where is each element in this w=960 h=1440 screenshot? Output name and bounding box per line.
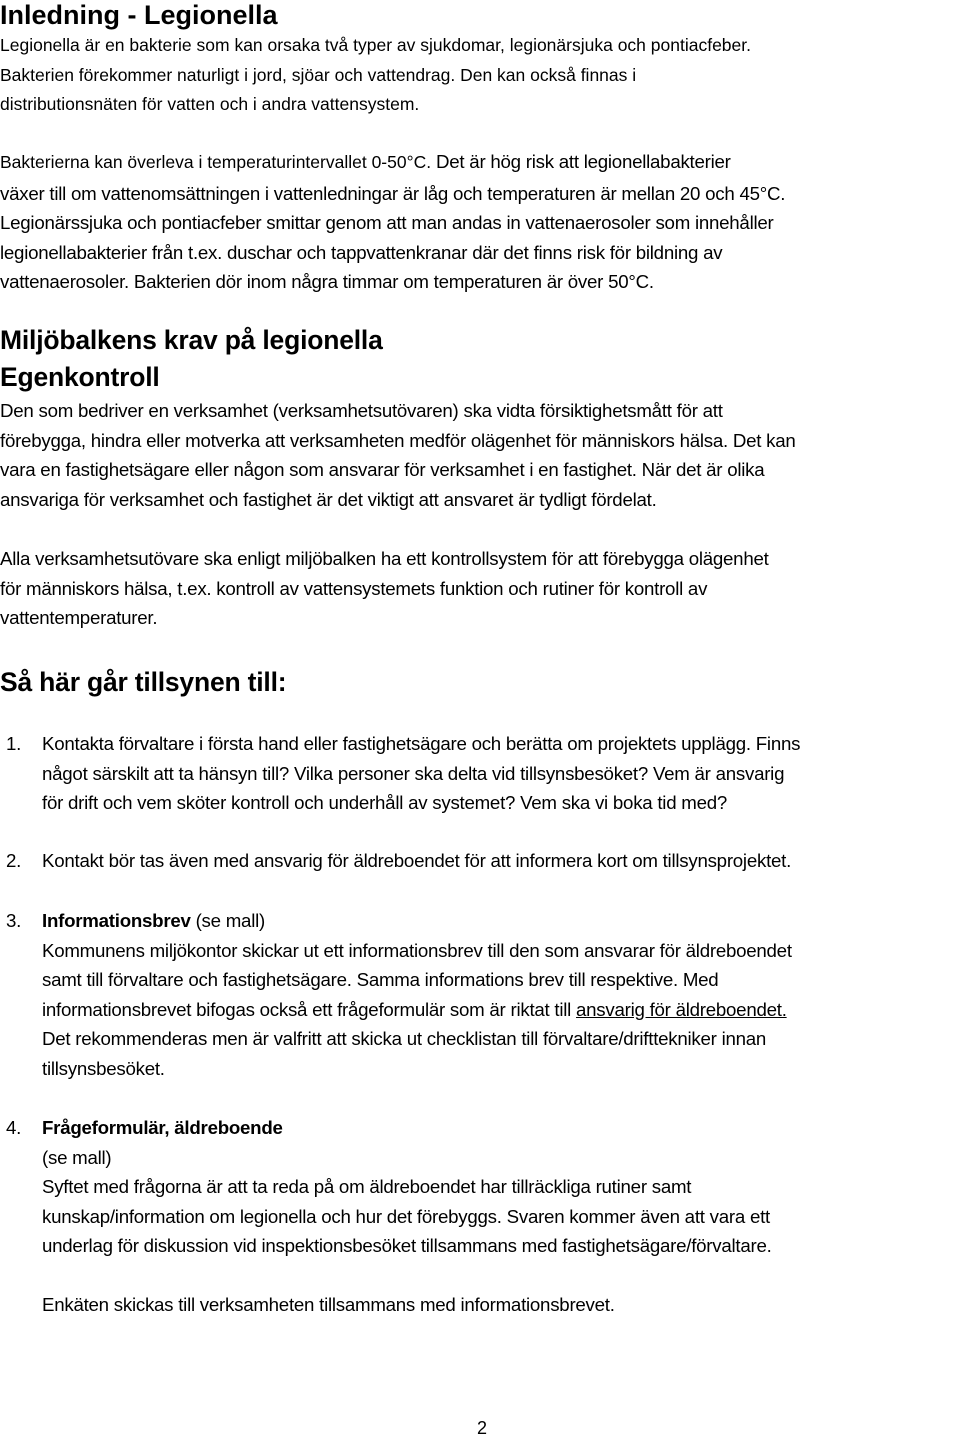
list-item-3	[42, 906, 792, 1084]
list-item-line: Syftet med frågorna är att ta reda på om äldreboendet har tillräckliga rutiner samt	[42, 1176, 692, 1198]
bacteria-line: vattenaerosoler. Bakterien dör inom några timmar om temperaturen är över 50°C.	[0, 271, 654, 293]
kontrollsystem-paragraph	[0, 544, 769, 633]
intro-line: Bakterien förekommer naturligt i jord, sjöar och vattendrag. Den kan också finnas i	[0, 64, 637, 85]
kontrollsystem-line: vattentemperaturer.	[0, 607, 158, 629]
egenkontroll-line: Den som bedriver en verksamhet (verksamhetsutövaren) ska vidta försiktighetsmått för att	[0, 400, 723, 421]
list-item-line: underlag för diskussion vid inspektionsbesöket tillsammans med fastighetsägare/förvaltare.	[42, 1235, 772, 1257]
underlined-text: ansvarig för äldreboendet.	[576, 998, 787, 1020]
list-item-line: (se mall)	[42, 1146, 112, 1168]
list-item-line: Kontakt bör tas även med ansvarig för äldreboendet för att informera kort om tillsynsprojektet.	[42, 850, 792, 871]
intro-line: distributionsnäten för vatten och i andra vattensystem.	[0, 94, 420, 114]
list-item-4	[42, 1113, 772, 1261]
heading-tillsyn: Så här går tillsynen till:	[0, 667, 287, 697]
list-item-title-line	[42, 1113, 772, 1143]
intro-line: Legionella är en bakterie som kan orsaka två typer av sjukdomar, legionärsjuka och pontiacfeber.	[0, 35, 751, 55]
list-item-line-with-link	[42, 995, 792, 1025]
list-item-line: kunskap/information om legionella och hur det förebyggs. Svaren kommer även att vara ett	[42, 1205, 770, 1227]
bacteria-paragraph	[0, 147, 785, 297]
bacteria-line: växer till om vattenomsättningen i vattenledningar är låg och temperaturen är mellan 20 och 45°C.	[0, 182, 786, 204]
list-number-2: 2.	[6, 850, 22, 871]
list-item-title-line	[42, 906, 792, 936]
bacteria-sentence-tail: Det är hög risk att legionellabakterier	[431, 151, 731, 172]
closing-text: Enkäten skickas till verksamheten tillsammans med informationsbrevet.	[42, 1294, 615, 1315]
list-number-3: 3.	[6, 910, 22, 931]
list-item-title: Frågeformulär, äldreboende	[42, 1117, 283, 1138]
bacteria-line: legionellabakterier från t.ex. duschar och tappvattenkranar där det finns risk för bildning av	[0, 241, 723, 263]
kontrollsystem-line: för människors hälsa, t.ex. kontroll av vattensystemets funktion och rutiner för kontroll av	[0, 577, 708, 599]
heading-egenkontroll: Egenkontroll	[0, 362, 160, 392]
list-item-2	[42, 846, 791, 876]
list-item-title: Informationsbrev	[42, 910, 191, 931]
heading-miljobalken: Miljöbalkens krav på legionella	[0, 325, 383, 355]
page-number-value: 2	[476, 1418, 487, 1438]
list-item-line: tillsynsbesöket.	[42, 1057, 165, 1079]
list-item-line: Kommunens miljökontor skickar ut ett informationsbrev till den som ansvarar för äldreboendet	[42, 939, 792, 961]
list-item-line: för drift och vem sköter kontroll och underhåll av systemet? Vem ska vi boka tid med?	[42, 792, 728, 814]
list-number-1: 1.	[6, 733, 22, 754]
intro-paragraph	[0, 31, 751, 120]
bacteria-sentence-arial: Bakterierna kan överleva i temperaturintervallet 0-50°C.	[0, 152, 432, 172]
list-item-line: något särskilt att ta hänsyn till? Vilka personer ska delta vid tillsynsbesöket? Vem är ansvarig	[42, 762, 785, 784]
list-item-line: Kontakta förvaltare i första hand eller fastighetsägare och berätta om projektets upplägg. Finns	[42, 733, 801, 754]
list-item-1	[42, 729, 800, 818]
egenkontroll-paragraph	[0, 396, 796, 514]
page-number	[0, 1418, 960, 1438]
heading-inledning: Inledning - Legionella	[0, 0, 278, 30]
bacteria-first-line	[0, 147, 785, 179]
egenkontroll-line: vara en fastighetsägare eller någon som ansvarar för verksamhet i en fastighet. När det är olika	[0, 459, 765, 481]
list-item-line: Det rekommenderas men är valfritt att skicka ut checklistan till förvaltare/drifttekniker innan	[42, 1028, 767, 1050]
list-item-line-text: informationsbrevet bifogas också ett frågeformulär som är riktat till	[42, 998, 577, 1020]
egenkontroll-line: ansvariga för verksamhet och fastighet är det viktigt att ansvaret är tydligt fördelat.	[0, 488, 657, 510]
egenkontroll-line: förebygga, hindra eller motverka att verksamheten medför olägenhet för människors hälsa. Det kan	[0, 429, 796, 451]
kontrollsystem-line: Alla verksamhetsutövare ska enligt miljöbalken ha ett kontrollsystem för att förebygga olägenhet	[0, 548, 769, 569]
bacteria-line: Legionärssjuka och pontiacfeber smittar genom att man andas in vattenaerosoler som innehåller	[0, 212, 774, 234]
list-item-title-suffix: (se mall)	[190, 910, 265, 931]
list-item-line: samt till förvaltare och fastighetsägare. Samma informations brev till respektive. Med	[42, 969, 719, 991]
list-number-4: 4.	[6, 1117, 22, 1138]
